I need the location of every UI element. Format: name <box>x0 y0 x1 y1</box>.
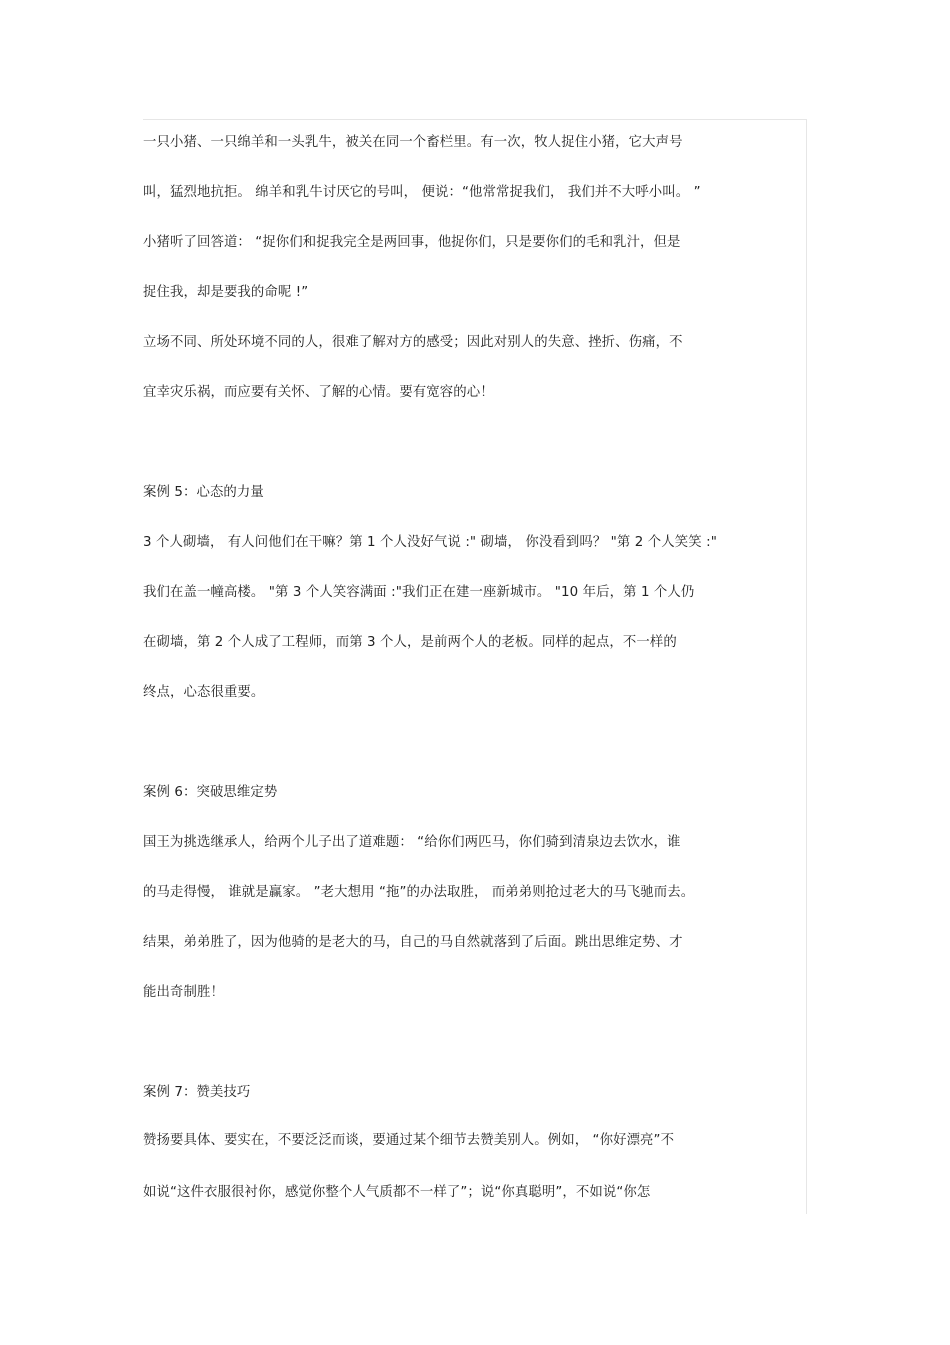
text-line: 叫，猛烈地抗拒。 绵羊和乳牛讨厌它的号叫， 便说：“他常常捉我们， 我们并不大呼小叫。 ” <box>143 185 701 200</box>
text-line: 赞扬要具体、要实在，不要泛泛而谈，要通过某个细节去赞美别人。例如， “你好漂亮”不 <box>143 1133 675 1148</box>
text-line: 立场不同、所处环境不同的人，很难了解对方的感受；因此对别人的失意、挫折、伤痛，不 <box>143 335 683 350</box>
section-heading: 案例 7：赞美技巧 <box>143 1085 251 1100</box>
text-line: 我们在盖一幢高楼。 "第 3 个人笑容满面 :"我们正在建一座新城市。 "10 年后，第 1 个人仍 <box>143 585 695 600</box>
text-line: 3 个人砌墙， 有人问他们在干嘛？第 1 个人没好气说 :" 砌墙， 你没看到吗？ "第 2 个人笑笑 :" <box>143 535 717 550</box>
text-line: 在砌墙，第 2 个人成了工程师，而第 3 个人，是前两个人的老板。同样的起点，不一样的 <box>143 635 677 650</box>
section-heading: 案例 6：突破思维定势 <box>143 785 278 800</box>
text-line: 一只小猪、一只绵羊和一头乳牛，被关在同一个畜栏里。有一次，牧人捉住小猪，它大声号 <box>143 135 683 150</box>
text-line: 能出奇制胜！ <box>143 985 224 1000</box>
text-line: 宜幸灾乐祸，而应要有关怀、了解的心情。要有宽容的心！ <box>143 385 494 400</box>
text-line: 小猪听了回答道： “捉你们和捉我完全是两回事，他捉你们，只是要你们的毛和乳汁，但是 <box>143 235 681 250</box>
text-line: 的马走得慢， 谁就是赢家。 ”老大想用 “拖”的办法取胜， 而弟弟则抢过老大的马飞驰而去。 <box>143 885 695 900</box>
text-line: 如说“这件衣服很衬你，感觉你整个人气质都不一样了”；说“你真聪明”，不如说“你怎 <box>143 1185 651 1200</box>
document-page <box>143 119 807 1214</box>
text-line: 结果，弟弟胜了，因为他骑的是老大的马，自己的马自然就落到了后面。跳出思维定势、才 <box>143 935 683 950</box>
text-line: 终点，心态很重要。 <box>143 685 265 700</box>
text-line: 捉住我，却是要我的命呢 !” <box>143 285 309 300</box>
section-heading: 案例 5：心态的力量 <box>143 485 264 500</box>
text-line: 国王为挑选继承人，给两个儿子出了道难题： “给你们两匹马，你们骑到清泉边去饮水，谁 <box>143 835 681 850</box>
